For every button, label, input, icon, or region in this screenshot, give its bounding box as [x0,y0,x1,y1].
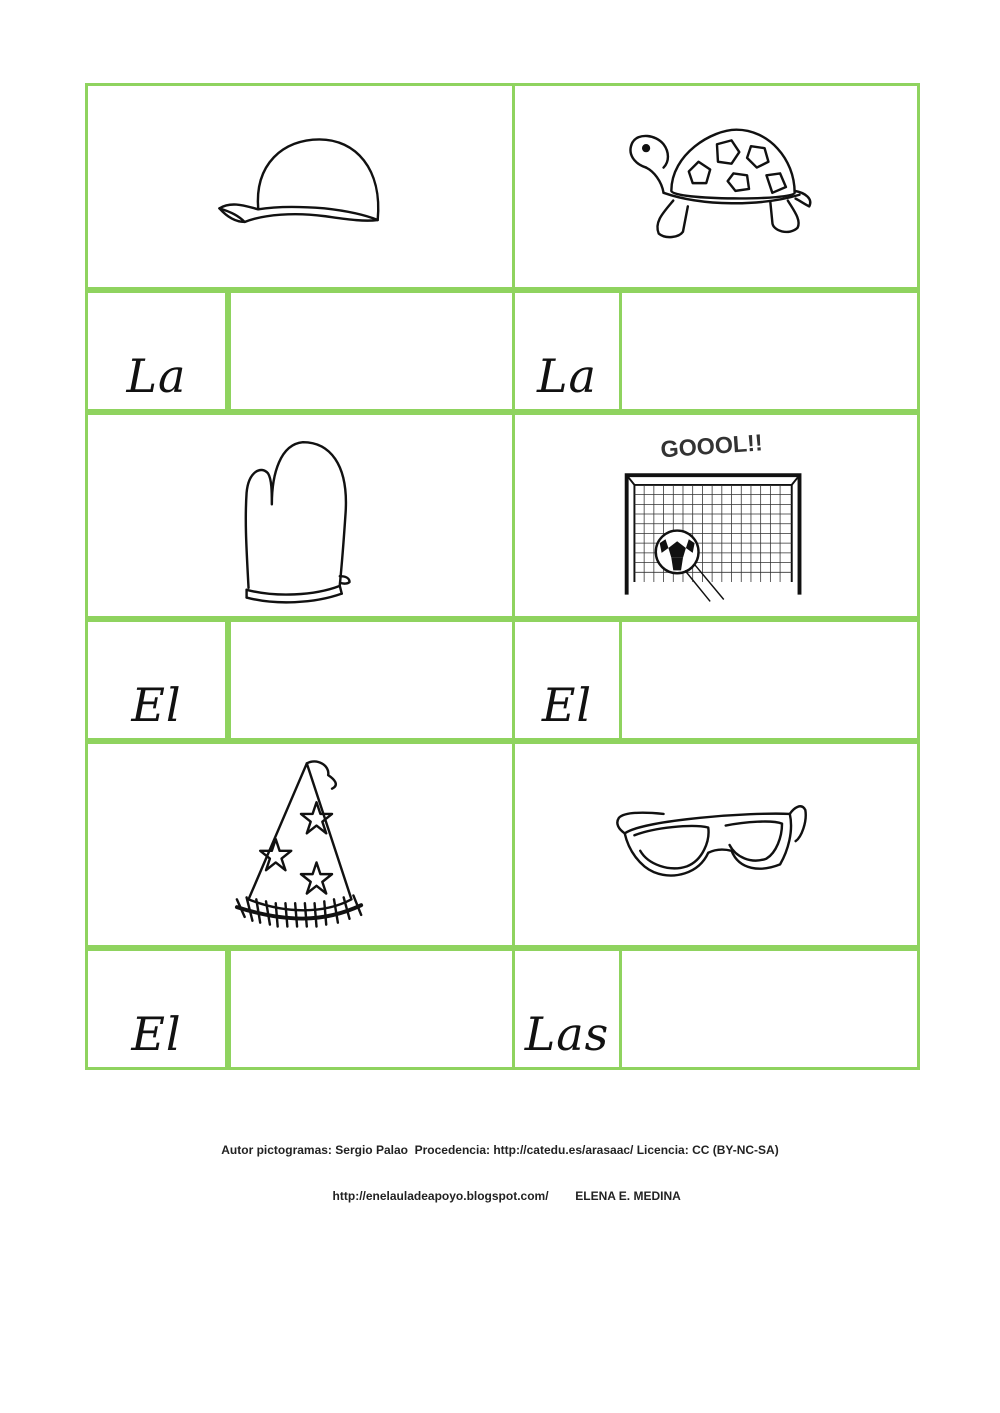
article-cell [85,948,228,1070]
picture-cell-oven-mitt [85,412,515,619]
answer-box[interactable] [228,290,515,412]
party-hat-icon [88,744,512,945]
turtle-icon [515,86,917,287]
article-cell [512,619,622,741]
article-cell [85,619,228,741]
answer-box[interactable] [619,290,920,412]
answer-box[interactable] [228,948,515,1070]
picture-cell-cap [85,83,515,290]
article-cell [512,948,622,1070]
picture-cell-sunglasses [512,741,920,948]
goal-caption: GOOOL!! [659,429,764,463]
article-label: El [131,1007,182,1061]
picture-cell-turtle [512,83,920,290]
article-label: El [131,678,182,732]
cap-icon [88,86,512,287]
picture-cell-soccer-goal [512,412,920,619]
blog-link[interactable]: http://enelauladeapoyo.blogspot.com/ [332,1189,549,1203]
answer-box[interactable] [228,619,515,741]
answer-box[interactable] [619,948,920,1070]
article-label: La [537,349,597,403]
answer-box[interactable] [619,619,920,741]
credits-line: Autor pictogramas: Sergio Palao Procedencia: http://catedu.es/arasaac/ Licencia: CC (BY-NC-SA) [221,1143,779,1157]
article-label: Las [524,1007,610,1061]
soccer-goal-icon [515,415,917,616]
oven-mitt-icon [88,415,512,616]
author-name: ELENA E. MEDINA [575,1189,681,1203]
article-cell [85,290,228,412]
article-cell [512,290,622,412]
blog-line [0,1175,1000,1217]
article-label: La [126,349,187,403]
sunglasses-icon [515,744,917,945]
article-label: El [541,678,593,732]
picture-cell-party-hat [85,741,515,948]
